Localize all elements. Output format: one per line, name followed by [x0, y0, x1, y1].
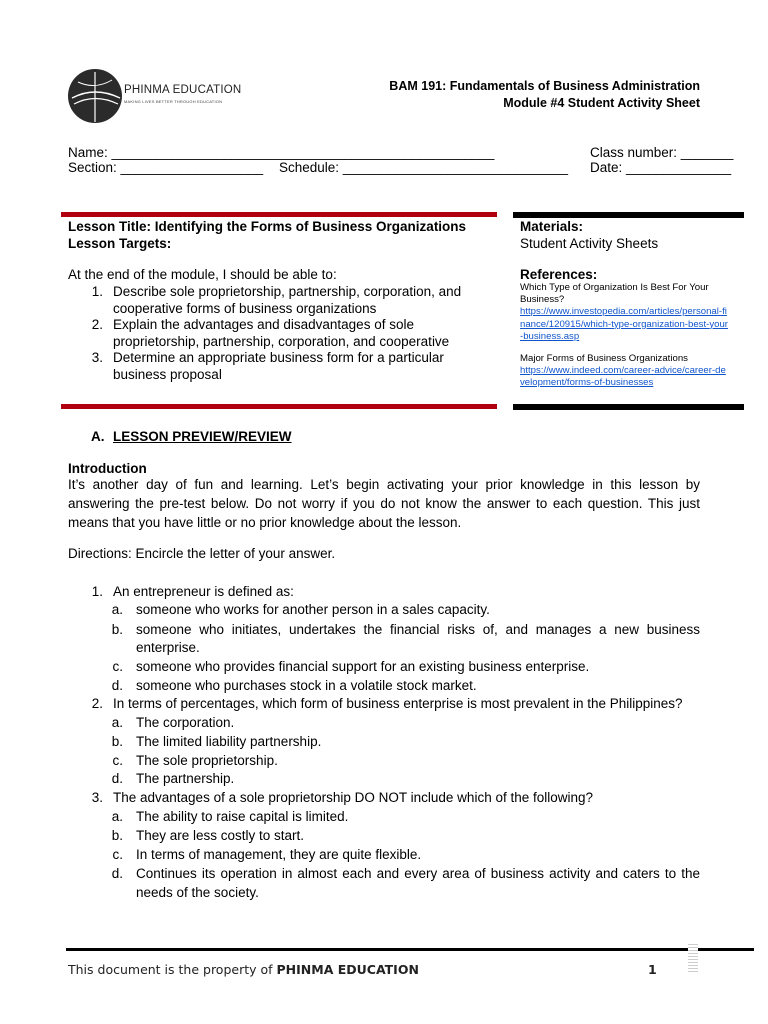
target-line: Determine an appropriate business form for a particular — [113, 350, 444, 365]
option-letter[interactable]: b. — [111, 622, 123, 637]
option-letter[interactable]: c. — [112, 753, 123, 768]
materials-bottom-rule — [513, 404, 744, 410]
option-letter[interactable]: d. — [111, 866, 123, 881]
lesson-title-label: Lesson Title — [68, 219, 147, 234]
ref2-link[interactable]: https://www.indeed.com/career-advice/career-de — [520, 365, 726, 377]
option-text: someone who initiates, undertakes the financial risks of, and manages a new business — [136, 622, 700, 637]
target-item — [68, 283, 498, 316]
option-letter[interactable]: d. — [111, 771, 123, 786]
question-number: 3. — [91, 790, 103, 805]
target-line: cooperative forms of business organizations — [113, 301, 377, 316]
intro-heading: Introduction — [68, 461, 147, 476]
lesson-targets-label: Lesson Targets: — [68, 236, 172, 251]
section-a-letter: A. — [91, 429, 105, 444]
option-text-cont: needs of the society. — [136, 885, 259, 900]
lesson-title-value: : Identifying the Forms of Business Organizations — [146, 219, 467, 234]
target-line: proprietorship, partnership, corporation, and cooperative — [113, 334, 450, 349]
option-text: someone who provides financial support for an existing business enterprise. — [136, 659, 590, 674]
ref2-link-cont[interactable]: velopment/forms-of-businesses — [520, 377, 654, 389]
option-text-cont: enterprise. — [136, 640, 200, 655]
footer-owner: PHINMA EDUCATION — [276, 962, 419, 977]
phinma-logo — [68, 68, 238, 124]
date-field[interactable]: Date: ______________ — [590, 160, 732, 175]
directions: Directions: Encircle the letter of your answer. — [68, 546, 336, 561]
option-letter[interactable]: d. — [111, 678, 123, 693]
page-edge-marker — [688, 944, 698, 974]
question-text: The advantages of a sole proprietorship DO NOT include which of the following? — [113, 790, 594, 805]
option-letter[interactable]: a. — [111, 602, 123, 617]
option-text: They are less costly to start. — [136, 828, 305, 843]
references-label: References: — [520, 267, 598, 282]
option-letter[interactable]: a. — [111, 715, 123, 730]
class-number-field[interactable]: Class number: _______ — [590, 145, 734, 160]
ref1-link-cont[interactable]: -business.asp — [520, 330, 580, 342]
option-text: someone who works for another person in a sales capacity. — [136, 602, 490, 617]
footer-prefix: This document is the property of — [68, 962, 277, 977]
question-number: 1. — [91, 584, 103, 599]
target-item — [68, 349, 498, 382]
footer-rule — [66, 948, 754, 951]
target-line: business proposal — [113, 367, 222, 382]
intro-line-2: answering the pre-test below. Do not worry if you do not know the answer to each question. This just — [68, 496, 700, 511]
ref1-title-2: Business? — [520, 294, 565, 306]
schedule-field[interactable]: Schedule: ______________________________ — [279, 160, 569, 175]
option-text: Continues its operation in almost each and every area of business activity and caters to the — [136, 866, 700, 881]
page-number: 1 — [648, 962, 657, 977]
ref1-link-cont[interactable]: nance/120915/which-type-organization-best-your — [520, 318, 728, 330]
option-letter[interactable]: a. — [111, 809, 123, 824]
lesson-top-rule — [61, 212, 497, 217]
option-text: The sole proprietorship. — [136, 753, 278, 768]
question-text: An entrepreneur is defined as: — [113, 584, 294, 599]
footer-text — [68, 962, 419, 977]
target-line: Describe sole proprietorship, partnership, corporation, and — [113, 284, 462, 299]
option-text: The ability to raise capital is limited. — [136, 809, 349, 824]
option-text: The partnership. — [136, 771, 235, 786]
logo-tagline: MAKING LIVES BETTER THROUGH EDUCATION — [124, 99, 223, 104]
logo-wordmark: PHINMA EDUCATION — [124, 84, 242, 96]
target-number: 2. — [91, 317, 103, 332]
question-text: In terms of percentages, which form of business enterprise is most prevalent in the Philippines? — [113, 696, 683, 711]
sheet-title: Module #4 Student Activity Sheet — [503, 96, 700, 110]
option-text: someone who purchases stock in a volatile stock market. — [136, 678, 477, 693]
option-letter[interactable]: c. — [112, 659, 123, 674]
references-list — [520, 282, 742, 390]
lesson-targets-intro: At the end of the module, I should be able to: — [68, 267, 337, 282]
target-line: Explain the advantages and disadvantages of sole — [113, 317, 414, 332]
targets-list — [68, 283, 498, 382]
section-a-title: LESSON PREVIEW/REVIEW — [113, 429, 292, 444]
intro-line-1: It’s another day of fun and learning. Let’s begin activating your prior knowledge in this lesson by — [68, 477, 700, 492]
materials-value: Student Activity Sheets — [520, 236, 659, 251]
name-field[interactable]: Name: ___________________________________________________ — [68, 145, 495, 160]
option-letter[interactable]: b. — [111, 828, 123, 843]
option-letter[interactable]: c. — [112, 847, 123, 862]
lesson-title — [68, 218, 466, 235]
lesson-bottom-rule — [61, 404, 497, 409]
target-number: 1. — [91, 284, 103, 299]
ref1-link[interactable]: https://www.investopedia.com/articles/personal-fi — [520, 306, 727, 318]
option-text: The limited liability partnership. — [136, 734, 322, 749]
target-item — [68, 316, 498, 349]
ref2-title: Major Forms of Business Organizations — [520, 353, 688, 365]
target-number: 3. — [91, 350, 103, 365]
section-field[interactable]: Section: ___________________ — [68, 160, 264, 175]
materials-label: Materials: — [520, 219, 584, 234]
question-number: 2. — [91, 696, 103, 711]
option-text: In terms of management, they are quite flexible. — [136, 847, 422, 862]
course-title: BAM 191: Fundamentals of Business Administration — [389, 79, 700, 93]
option-letter[interactable]: b. — [111, 734, 123, 749]
option-text: The corporation. — [136, 715, 235, 730]
intro-line-3: means that you have little or no prior knowledge about the lesson. — [68, 515, 462, 530]
ref1-title-1: Which Type of Organization Is Best For Your — [520, 282, 709, 293]
